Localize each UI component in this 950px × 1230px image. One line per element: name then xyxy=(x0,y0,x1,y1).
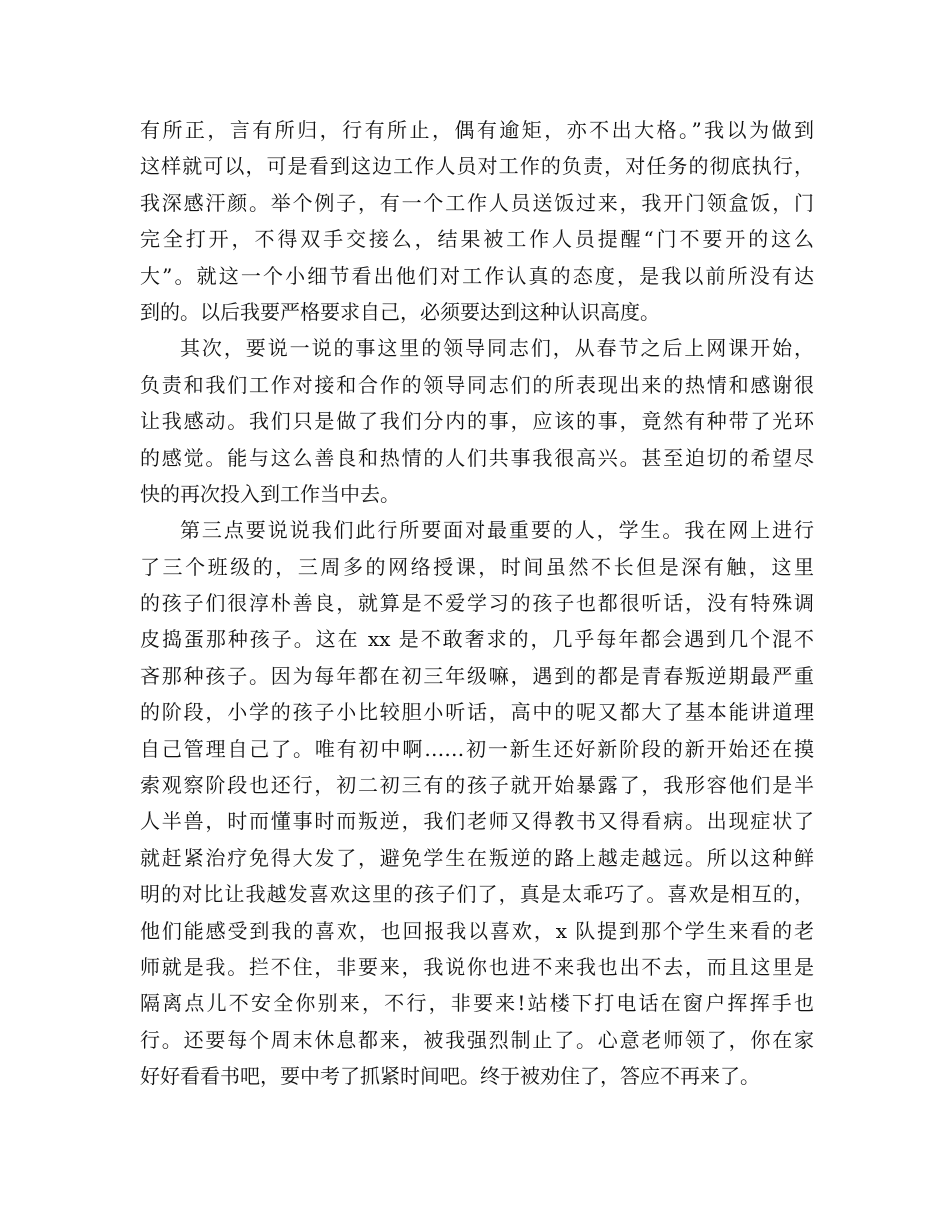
text-line: 的阶段，小学的孩子小比较胆小听话，高中的呢又都大了基本能讲道理 xyxy=(140,700,814,725)
text-line: 我深感汗颜。举个例子，有一个工作人员送饭过来，我开门领盒饭，门 xyxy=(140,190,814,215)
text-line: 快的再次投入到工作当中去。 xyxy=(140,481,400,506)
text-line: 好好看看书吧，要中考了抓紧时间吧。终于被劝住了，答应不再来了。 xyxy=(140,1064,760,1089)
text-line: 吝那种孩子。因为每年都在初三年级嘛，遇到的都是青春叛逆期最严重 xyxy=(140,663,814,688)
text-line: 到的。以后我要严格要求自己，必须要达到这种认识高度。 xyxy=(140,299,660,324)
text-line: 这样就可以，可是看到这边工作人员对工作的负责，对任务的彻底执行， xyxy=(140,154,814,179)
text-line: 让我感动。我们只是做了我们分内的事，应该的事，竟然有种带了光环 xyxy=(140,409,814,434)
text-line: 负责和我们工作对接和合作的领导同志们的所表现出来的热情和感谢很 xyxy=(140,372,814,397)
text-line: 大”。就这一个小细节看出他们对工作认真的态度，是我以前所没有达 xyxy=(140,263,814,288)
text-line: 就赶紧治疗免得大发了，避免学生在叛逆的路上越走越远。所以这种鲜 xyxy=(140,845,814,870)
paragraph-3 xyxy=(140,512,814,1094)
text-line: 的感觉。能与这么善良和热情的人们共事我很高兴。甚至迫切的希望尽 xyxy=(140,445,814,470)
text-line: 完全打开，不得双手交接么，结果被工作人员提醒“门不要开的这么 xyxy=(140,227,814,252)
text-line: 皮捣蛋那种孩子。这在 xx 是不敢奢求的，几乎每年都会遇到几个混不 xyxy=(140,627,814,652)
text-line: 有所正，言有所归，行有所止，偶有逾矩，亦不出大格。”我以为做到 xyxy=(140,118,814,142)
text-line: 索观察阶段也还行，初二初三有的孩子就开始暴露了，我形容他们是半 xyxy=(140,773,814,798)
paragraph-1 xyxy=(140,112,814,330)
text-line: 师就是我。拦不住，非要来，我说你也进不来我也出不去，而且这里是 xyxy=(140,954,814,979)
text-line: 自己管理自己了。唯有初中啊……初一新生还好新阶段的新开始还在摸 xyxy=(140,736,814,761)
body-text xyxy=(140,112,814,1095)
text-line: 他们能感受到我的喜欢，也回报我以喜欢，x 队提到那个学生来看的老 xyxy=(140,918,814,943)
text-line: 隔离点儿不安全你别来，不行，非要来!站楼下打电话在窗户挥挥手也 xyxy=(140,991,814,1016)
text-line: 行。还要每个周末休息都来，被我强烈制止了。心意老师领了，你在家 xyxy=(140,1027,814,1052)
paragraph-2 xyxy=(140,330,814,512)
text-line: 的孩子们很淳朴善良，就算是不爱学习的孩子也都很听话，没有特殊调 xyxy=(140,591,814,616)
text-line: 其次，要说一说的事这里的领导同志们，从春节之后上网课开始， xyxy=(180,336,814,361)
text-line: 人半兽，时而懂事时而叛逆，我们老师又得教书又得看病。出现症状了 xyxy=(140,809,814,834)
text-line: 第三点要说说我们此行所要面对最重要的人，学生。我在网上进行 xyxy=(180,518,814,543)
text-line: 明的对比让我越发喜欢这里的孩子们了，真是太乖巧了。喜欢是相互的， xyxy=(140,882,814,907)
text-line: 了三个班级的，三周多的网络授课，时间虽然不长但是深有触，这里 xyxy=(140,554,814,579)
